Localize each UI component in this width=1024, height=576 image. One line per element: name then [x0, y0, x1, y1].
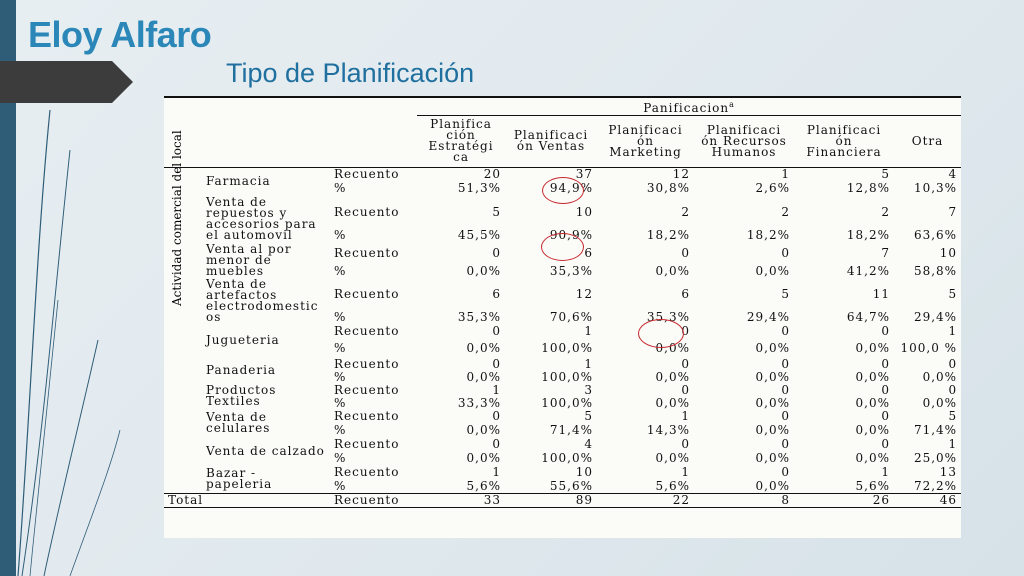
stat-label: %: [334, 371, 347, 383]
percent-cell: 100,0%: [541, 340, 594, 355]
count-cell: 0: [681, 437, 691, 451]
highlight-circle: [542, 177, 584, 204]
percent-cell: 58,8%: [913, 264, 958, 278]
count-cell: 1: [492, 383, 502, 397]
count-cell: 5: [781, 287, 791, 301]
slide-title: Eloy Alfaro: [28, 14, 212, 55]
percent-cell: 0,0%: [922, 397, 958, 409]
count-cell: 0: [492, 246, 502, 260]
count-cell: 10: [575, 465, 594, 479]
percent-cell: 29,4%: [746, 310, 791, 324]
count-cell: 4: [584, 437, 594, 451]
percent-cell: 0,0%: [655, 451, 691, 465]
percent-cell: 29,4%: [913, 310, 958, 324]
stat-label: %: [334, 181, 347, 195]
stat-label: Recuento: [330, 493, 417, 507]
percent-cell: 55,6%: [549, 479, 594, 493]
count-cell: 10: [939, 246, 958, 260]
count-cell: 0: [681, 383, 691, 397]
percent-cell: 0,0%: [755, 371, 791, 383]
crosstab-table: [164, 96, 961, 508]
count-cell: 0: [948, 383, 958, 397]
category-label: Venta de repuestos y accesorios para el automovil: [206, 195, 317, 242]
percent-cell: 63,6%: [913, 228, 958, 242]
count-cell: 0: [681, 246, 691, 260]
count-cell: 1: [948, 437, 958, 451]
table-row: [164, 437, 961, 451]
percent-cell: 45,5%: [457, 228, 502, 242]
percent-cell: 90,9%: [549, 228, 594, 242]
percent-cell: 70,6%: [549, 310, 594, 324]
percent-cell: 33,3%: [457, 397, 502, 409]
percent-cell: 100,0 %: [900, 340, 958, 355]
total-cell: 33: [417, 493, 505, 507]
column-header: Planifica ción Estratégi ca: [428, 117, 494, 164]
count-cell: 5: [584, 409, 594, 423]
count-cell: 0: [492, 409, 502, 423]
count-cell: 0: [681, 324, 691, 338]
count-cell: 0: [681, 357, 691, 371]
count-cell: 1: [681, 409, 691, 423]
percent-cell: 18,2%: [746, 228, 791, 242]
title-arrow-tab: [0, 61, 133, 103]
count-cell: 0: [492, 357, 502, 371]
count-cell: 0: [881, 409, 891, 423]
percent-cell: 18,2%: [846, 228, 891, 242]
total-label: Total: [164, 493, 330, 507]
column-header: Planificaci ón Ventas: [513, 128, 589, 153]
percent-cell: 94,9%: [549, 181, 594, 195]
percent-cell: 5,6%: [855, 479, 891, 493]
percent-cell: 0,0%: [655, 397, 691, 409]
count-cell: 6: [584, 246, 594, 260]
total-cell: 89: [505, 493, 597, 507]
percent-cell: 100,0%: [541, 371, 594, 383]
percent-cell: 30,8%: [646, 181, 691, 195]
stat-label: %: [334, 340, 347, 355]
count-cell: 0: [881, 324, 891, 338]
count-cell: 0: [881, 437, 891, 451]
percent-cell: 0,0%: [855, 423, 891, 437]
percent-cell: 18,2%: [646, 228, 691, 242]
percent-cell: 35,3%: [646, 310, 691, 324]
crosstab-table-container: Panificacion$^a$ Planifica ción Estratégi ca Planificaci ón Ventas Planificaci ón Marketing Planificaci ón Recursos Humanos Planificaci ón Financiera Otra Farmacia Recuento 20 37 12 1 5 4 % 51,3% 94,9% 30,8% 2,6% 12,8% 10,3% Venta de repuestos y accesorios para el automovil Recuento 5 10 2 2 2 7 % 45,5% 90,9% 18,2% 18,2% 18,2% 63,6% Venta al por menor de muebles Recuento 0 6 0 0 7 10 % 0,0% 35,3% 0,0% 0,0% 41,2% 58,8% Venta de artefactos electrodomestic os Recuento 6 12 6 5 11 5 % 35,3% 70,6% 35,3% 29,4% 64,7% 29,4% Jugueteria Recuento 0 1 0 0 0 1 % 0,0% 100,0% 0,0% 0,0% 0,0% 100,0 % Panaderia Recuento 0 1 0 0 0 0 % 0,0% 100,0% 0,0% 0,0% 0,0% 0,0% Productos Textiles Recuento 1 3 0 0 0 0 % 33,3% 100,0% 0,0% 0,0% 0,0% 0,0% Venta de celulares Recuento 0 5 1 0 0 5 % 0,0% 71,4% 14,3% 0,0% 0,0% 71,4% Venta de calzado Recuento 0 4 0 0 0 1 % 0,0% 100,0% 0,0% 0,0% 0,0% 25,0% Bazar - papeleria Recuento 1 10 1 0 1 13 % 5,6% 55,6% 5,6% 0,0% 5,6% 72,2% Total Recuento 33 89 22 8 26 46 Actividad comercial del local: [164, 96, 961, 538]
percent-cell: 0,0%: [855, 340, 891, 355]
percent-cell: 0,0%: [655, 264, 691, 278]
total-cell: 46: [894, 493, 961, 507]
count-cell: 6: [681, 287, 691, 301]
count-cell: 0: [781, 324, 791, 338]
stat-label: Recuento: [334, 246, 400, 260]
stat-label: Recuento: [334, 465, 400, 479]
stat-label: %: [334, 228, 347, 242]
slide-subtitle: Tipo de Planificación: [226, 58, 475, 88]
percent-cell: 25,0%: [913, 451, 958, 465]
percent-cell: 64,7%: [846, 310, 891, 324]
category-label: Bazar - papeleria: [206, 465, 273, 491]
count-cell: 10: [575, 204, 594, 219]
stat-label: Recuento: [334, 409, 400, 423]
count-cell: 1: [492, 465, 502, 479]
percent-cell: 0,0%: [755, 479, 791, 493]
count-cell: 2: [881, 204, 891, 219]
count-cell: 0: [881, 383, 891, 397]
percent-cell: 35,3%: [549, 264, 594, 278]
stat-label: %: [334, 397, 347, 409]
highlight-circle: [638, 319, 684, 348]
count-cell: 7: [948, 204, 958, 219]
percent-cell: 0,0%: [466, 264, 502, 278]
percent-cell: 0,0%: [755, 397, 791, 409]
percent-cell: 100,0%: [541, 451, 594, 465]
table-row: [164, 409, 961, 423]
percent-cell: 41,2%: [846, 264, 891, 278]
count-cell: 5: [948, 287, 958, 301]
category-label: Farmacia: [206, 173, 271, 188]
count-cell: 37: [575, 167, 594, 181]
percent-cell: 0,0%: [755, 340, 791, 355]
column-header: Otra: [911, 133, 944, 148]
count-cell: 1: [948, 324, 958, 338]
stat-label: %: [334, 264, 347, 278]
percent-cell: 0,0%: [755, 423, 791, 437]
count-cell: 13: [939, 465, 958, 479]
percent-cell: 0,0%: [466, 451, 502, 465]
count-cell: 1: [881, 465, 891, 479]
percent-cell: 71,4%: [549, 423, 594, 437]
percent-cell: 0,0%: [466, 371, 502, 383]
count-cell: 1: [781, 167, 791, 181]
stat-label: Recuento: [334, 437, 400, 451]
stat-label: Recuento: [334, 287, 400, 301]
stat-label: %: [334, 479, 347, 493]
count-cell: 2: [781, 204, 791, 219]
column-header: Planificaci ón Recursos Humanos: [701, 122, 787, 159]
table-row: [164, 357, 961, 371]
total-cell: 22: [597, 493, 694, 507]
percent-cell: 12,8%: [846, 181, 891, 195]
column-header: Planificaci ón Marketing: [608, 122, 683, 159]
highlight-circle: [541, 233, 584, 261]
percent-cell: 5,6%: [655, 479, 691, 493]
count-cell: 0: [781, 409, 791, 423]
count-cell: 3: [584, 383, 594, 397]
total-cell: 8: [694, 493, 794, 507]
stat-label: %: [334, 423, 347, 437]
count-cell: 0: [781, 246, 791, 260]
category-label: Venta al por menor de muebles: [206, 242, 292, 278]
percent-cell: 0,0%: [755, 264, 791, 278]
count-cell: 5: [881, 167, 891, 181]
super-header: Panificacion$^a$: [417, 97, 961, 115]
percent-cell: 10,3%: [913, 181, 958, 195]
percent-cell: 0,0%: [466, 340, 502, 355]
percent-cell: 0,0%: [655, 340, 691, 355]
category-label: Productos Textiles: [206, 383, 277, 408]
count-cell: 12: [672, 167, 691, 181]
table-row: [164, 324, 961, 338]
percent-cell: 72,2%: [913, 479, 958, 493]
category-label: Panaderia: [206, 362, 277, 377]
count-cell: 20: [483, 167, 502, 181]
percent-cell: 2,6%: [755, 181, 791, 195]
count-cell: 0: [781, 383, 791, 397]
percent-cell: 71,4%: [913, 423, 958, 437]
count-cell: 1: [584, 357, 594, 371]
count-cell: 0: [492, 437, 502, 451]
table-row: [164, 465, 961, 479]
stat-label: Recuento: [334, 324, 400, 338]
table-row: [164, 383, 961, 397]
percent-cell: 0,0%: [755, 451, 791, 465]
total-row: [164, 493, 961, 507]
percent-cell: 0,0%: [655, 371, 691, 383]
table-row: [164, 278, 961, 310]
count-cell: 6: [492, 287, 502, 301]
category-label: Venta de calzado: [206, 443, 325, 458]
percent-cell: 0,0%: [855, 371, 891, 383]
percent-cell: 0,0%: [922, 371, 958, 383]
stat-label: Recuento: [334, 357, 400, 371]
column-header: Planificaci ón Financiera: [806, 122, 882, 159]
count-cell: 1: [681, 465, 691, 479]
count-cell: 2: [681, 204, 691, 219]
percent-cell: 35,3%: [457, 310, 502, 324]
percent-cell: 5,6%: [466, 479, 502, 493]
stat-label: Recuento: [334, 167, 400, 181]
category-label: Venta de artefactos electrodomestic os: [206, 278, 319, 324]
count-cell: 0: [781, 437, 791, 451]
stat-label: %: [334, 310, 347, 324]
count-cell: 4: [948, 167, 958, 181]
percent-cell: 0,0%: [466, 423, 502, 437]
count-cell: 7: [881, 246, 891, 260]
count-cell: 0: [881, 357, 891, 371]
count-cell: 5: [492, 204, 502, 219]
stat-label: Recuento: [334, 383, 400, 397]
count-cell: 0: [492, 324, 502, 338]
count-cell: 5: [948, 409, 958, 423]
percent-cell: 0,0%: [855, 397, 891, 409]
percent-cell: 0,0%: [855, 451, 891, 465]
percent-cell: 14,3%: [646, 423, 691, 437]
stat-label: Recuento: [334, 204, 400, 219]
count-cell: 0: [781, 465, 791, 479]
category-label: Venta de celulares: [206, 410, 271, 435]
count-cell: 1: [584, 324, 594, 338]
total-cell: 26: [794, 493, 894, 507]
count-cell: 11: [872, 287, 891, 301]
count-cell: 12: [575, 287, 594, 301]
percent-cell: 51,3%: [457, 181, 502, 195]
stat-label: %: [334, 451, 347, 465]
count-cell: 0: [781, 357, 791, 371]
category-label: Jugueteria: [206, 333, 280, 347]
percent-cell: 100,0%: [541, 397, 594, 409]
count-cell: 0: [948, 357, 958, 371]
